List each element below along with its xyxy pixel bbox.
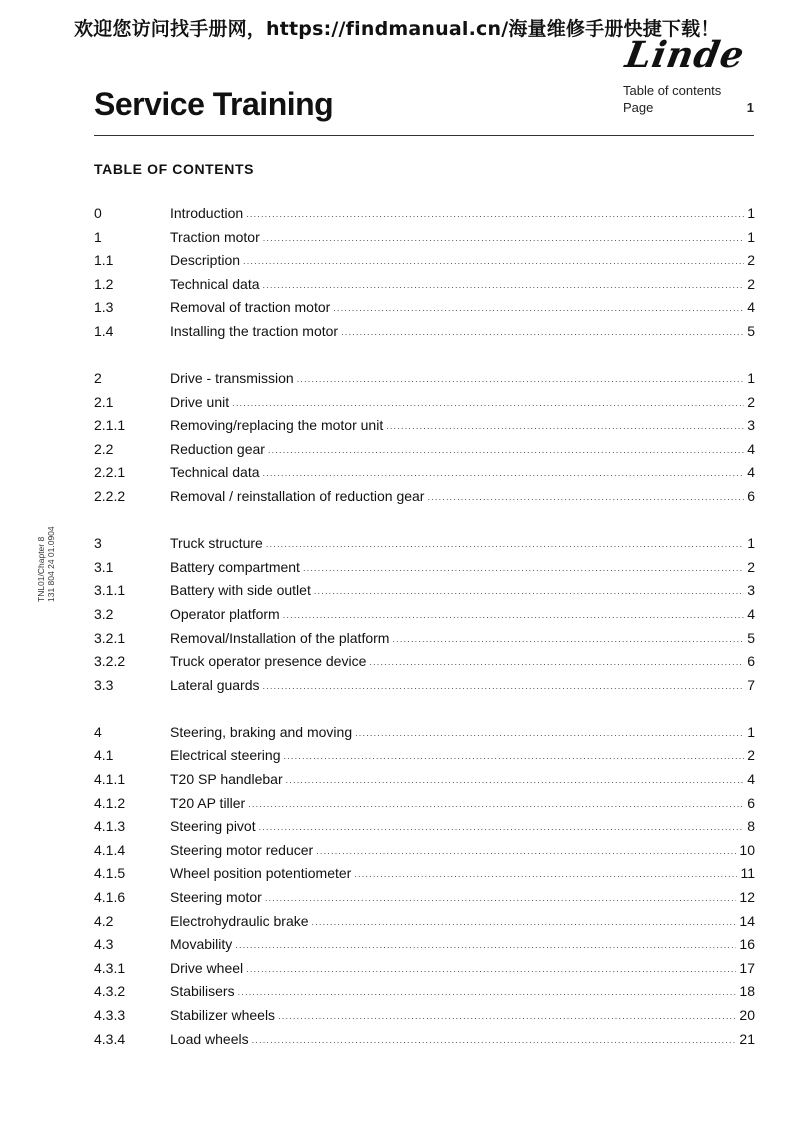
toc-entry-page: 4 (747, 464, 755, 481)
toc-entry-number: 1.3 (94, 299, 114, 316)
toc-entry-title: Operator platform (170, 605, 280, 622)
toc-entry-title: Drive unit (170, 393, 230, 410)
toc-entry-title: Reduction gear (170, 440, 265, 457)
toc-entry[interactable] (94, 983, 755, 1007)
download-banner[interactable]: 欢迎您访问找手册网，https://findmanual.cn/海量维修手册快捷下载！ (74, 18, 720, 40)
toc-entry-title: Load wheels (170, 1030, 249, 1047)
toc-entry[interactable] (94, 936, 755, 960)
toc-entry-page: 7 (747, 676, 755, 693)
toc-group (94, 205, 755, 347)
linde-logo: Linde (622, 34, 748, 76)
toc-entry-title: Steering motor (170, 888, 262, 905)
dot-leader (286, 775, 745, 785)
toc-entry-number: 2.1 (94, 393, 114, 410)
toc-entry-page: 2 (747, 393, 755, 410)
toc-entry-title: Removal of traction motor (170, 299, 331, 316)
dot-leader (268, 445, 744, 455)
toc-entry[interactable] (94, 464, 755, 488)
toc-entry-title: T20 SP handlebar (170, 770, 283, 787)
toc-entry[interactable] (94, 276, 755, 300)
toc-entry-page: 3 (747, 417, 755, 434)
toc-entry[interactable] (94, 299, 755, 323)
toc-entry[interactable] (94, 818, 755, 842)
toc-entry-number: 3 (94, 535, 102, 552)
dot-leader (263, 681, 745, 691)
toc-entry-page: 11 (740, 865, 755, 882)
toc-entry-number: 4.1.6 (94, 888, 126, 905)
toc-entry-page: 3 (747, 582, 755, 599)
meta-page-label: Page (623, 100, 654, 115)
dot-leader (355, 728, 744, 738)
header-divider (94, 135, 754, 136)
toc-entry-title: Traction motor (170, 228, 260, 245)
dot-leader (246, 964, 736, 974)
toc-entry[interactable] (94, 960, 755, 984)
dot-leader (312, 917, 737, 927)
toc-entry-number: 4.3.4 (94, 1030, 126, 1047)
toc-entry-title: Battery with side outlet (170, 582, 311, 599)
toc-entry-number: 4.1.4 (94, 841, 126, 858)
toc-entry[interactable] (94, 677, 755, 701)
toc-entry-title: Lateral guards (170, 676, 260, 693)
toc-entry[interactable] (94, 370, 755, 394)
side-note-chapter: TNL01/Chapter 8 (36, 536, 46, 602)
toc-entry-title: Steering, braking and moving (170, 723, 353, 740)
toc-entry-page: 16 (739, 936, 755, 953)
toc-entry-page: 18 (739, 983, 755, 1000)
toc-entry-number: 4.1.5 (94, 865, 126, 882)
toc-entry-title: T20 AP tiller (170, 794, 246, 811)
dot-leader (369, 657, 744, 667)
dot-leader (248, 799, 744, 809)
page-title: Service Training (94, 86, 334, 122)
toc-entry-title: Battery compartment (170, 558, 300, 575)
toc-entry-page: 1 (747, 205, 755, 221)
dot-leader (266, 539, 744, 549)
dot-leader (386, 421, 744, 431)
toc-entry-title: Drive wheel (170, 959, 244, 976)
toc-entry-number: 4.3 (94, 936, 114, 953)
dot-leader (427, 492, 744, 502)
toc-entry-title: Removing/replacing the motor unit (170, 417, 384, 434)
dot-leader (263, 233, 744, 243)
toc-entry-number: 0 (94, 205, 102, 221)
meta-section-label: Table of contents (623, 83, 722, 98)
toc-entry-number: 3.2.2 (94, 653, 126, 670)
toc-entry-page: 4 (747, 605, 755, 622)
toc-entry-title: Technical data (170, 275, 260, 292)
toc-entry-number: 3.3 (94, 676, 114, 693)
dot-leader (238, 987, 737, 997)
toc-entry[interactable] (94, 441, 755, 465)
toc-entry-number: 2.2 (94, 440, 114, 457)
dot-leader (297, 374, 745, 384)
toc-entry-title: Electrical steering (170, 747, 281, 764)
side-reference-note (36, 512, 56, 602)
toc-entry-title: Installing the traction motor (170, 322, 339, 339)
dot-leader (354, 869, 737, 879)
dot-leader (333, 303, 744, 313)
toc-group (94, 535, 755, 700)
toc-entry[interactable] (94, 630, 755, 654)
toc-entry[interactable] (94, 724, 755, 748)
toc-entry[interactable] (94, 323, 755, 347)
toc-entry[interactable] (94, 417, 755, 441)
dot-leader (278, 1011, 736, 1021)
toc-heading: TABLE OF CONTENTS (94, 161, 255, 177)
toc-entry-title: Truck operator presence device (170, 653, 367, 670)
toc-entry[interactable] (94, 606, 755, 630)
toc-entry-number: 3.1 (94, 558, 114, 575)
toc-entry[interactable] (94, 394, 755, 418)
toc-entry[interactable] (94, 653, 755, 677)
toc-entry-page: 6 (747, 488, 755, 505)
toc-entry[interactable] (94, 252, 755, 276)
dot-leader (259, 822, 745, 832)
toc-entry-page: 5 (747, 322, 755, 339)
toc-entry-title: Steering pivot (170, 818, 256, 835)
dot-leader (243, 256, 744, 266)
toc-group (94, 724, 755, 1054)
side-note-docnum: 131 804 24 01.0904 (46, 526, 56, 602)
toc-entry-page: 20 (739, 1006, 755, 1023)
dot-leader (265, 893, 737, 903)
meta-page-row (623, 99, 754, 116)
dot-leader (283, 610, 744, 620)
toc-entry-page: 4 (747, 299, 755, 316)
toc-entry-page: 14 (739, 912, 755, 929)
toc-entry[interactable] (94, 865, 755, 889)
toc-entry-number: 2.2.1 (94, 464, 126, 481)
dot-leader (341, 327, 744, 337)
toc-entry-page: 1 (747, 228, 755, 245)
toc-entry-page: 2 (747, 558, 755, 575)
toc-entry-number: 4.3.3 (94, 1006, 126, 1023)
toc-entry-number: 3.2.1 (94, 629, 126, 646)
dot-leader (392, 634, 744, 644)
toc-entry[interactable] (94, 747, 755, 771)
toc-entry-title: Removal/Installation of the platform (170, 629, 390, 646)
toc-entry-number: 4.1.1 (94, 770, 126, 787)
toc-entry-title: Truck structure (170, 535, 263, 552)
toc-entry-title: Drive - transmission (170, 370, 294, 387)
toc-entry-number: 4 (94, 723, 102, 740)
toc-entry-page: 12 (739, 888, 755, 905)
toc-entry-number: 1.1 (94, 252, 114, 269)
toc-entry-title: Technical data (170, 464, 260, 481)
toc-entry-number: 1.4 (94, 322, 114, 339)
dot-leader (235, 940, 736, 950)
toc-entry-page: 4 (747, 770, 755, 787)
meta-page-number: 1 (746, 100, 754, 115)
toc-entry-page: 1 (747, 370, 755, 387)
toc-entry[interactable] (94, 488, 755, 512)
dot-leader (303, 563, 744, 573)
toc-entry-title: Introduction (170, 205, 244, 221)
toc-entry-page: 10 (739, 841, 755, 858)
toc-entry-page: 8 (747, 818, 755, 835)
toc-entry[interactable] (94, 795, 755, 819)
toc-entry-page: 21 (739, 1030, 755, 1047)
toc-entry-number: 4.3.1 (94, 959, 126, 976)
toc-entry[interactable] (94, 582, 755, 606)
toc-entry-page: 1 (747, 535, 755, 552)
toc-group (94, 370, 755, 512)
toc-entry-title: Steering motor reducer (170, 841, 314, 858)
dot-leader (263, 468, 745, 478)
toc-entry-title: Stabilizer wheels (170, 1006, 276, 1023)
toc-entry-number: 2.1.1 (94, 417, 126, 434)
toc-entry-number: 1 (94, 228, 102, 245)
toc-entry-page: 2 (747, 275, 755, 292)
dot-leader (316, 846, 736, 856)
toc-entry[interactable] (94, 1007, 755, 1031)
toc-entry[interactable] (94, 229, 755, 253)
toc-entry-number: 2 (94, 370, 102, 387)
toc-entry-number: 1.2 (94, 275, 114, 292)
toc-entry[interactable] (94, 559, 755, 583)
table-of-contents (94, 205, 755, 1078)
toc-entry-number: 2.2.2 (94, 488, 126, 505)
toc-entry-page: 17 (739, 959, 755, 976)
dot-leader (263, 280, 745, 290)
toc-entry-page: 6 (747, 653, 755, 670)
toc-entry[interactable] (94, 1031, 755, 1055)
dot-leader (314, 586, 744, 596)
toc-entry-number: 4.1.2 (94, 794, 126, 811)
header-meta (623, 82, 754, 116)
toc-entry-title: Removal / reinstallation of reduction gear (170, 488, 425, 505)
toc-entry-number: 4.2 (94, 912, 114, 929)
toc-entry-title: Wheel position potentiometer (170, 865, 352, 882)
dot-leader (246, 209, 744, 219)
dot-leader (252, 1035, 737, 1045)
toc-entry-number: 4.1 (94, 747, 114, 764)
dot-leader (232, 398, 744, 408)
toc-entry[interactable] (94, 889, 755, 913)
dot-leader (284, 751, 745, 761)
toc-entry-page: 5 (747, 629, 755, 646)
toc-entry-page: 4 (747, 440, 755, 457)
toc-entry[interactable] (94, 913, 755, 937)
toc-entry-number: 4.3.2 (94, 983, 126, 1000)
toc-entry-page: 1 (747, 723, 755, 740)
toc-entry-page: 2 (747, 252, 755, 269)
toc-entry-number: 4.1.3 (94, 818, 126, 835)
toc-entry[interactable] (94, 771, 755, 795)
meta-section-row (623, 82, 754, 99)
toc-entry[interactable] (94, 535, 755, 559)
toc-entry[interactable] (94, 205, 755, 229)
toc-entry-title: Movability (170, 936, 233, 953)
toc-entry-page: 2 (747, 747, 755, 764)
toc-entry-title: Electrohydraulic brake (170, 912, 309, 929)
toc-entry[interactable] (94, 842, 755, 866)
toc-entry-number: 3.2 (94, 605, 114, 622)
toc-entry-title: Description (170, 252, 241, 269)
toc-entry-page: 6 (747, 794, 755, 811)
toc-entry-number: 3.1.1 (94, 582, 126, 599)
toc-entry-title: Stabilisers (170, 983, 235, 1000)
